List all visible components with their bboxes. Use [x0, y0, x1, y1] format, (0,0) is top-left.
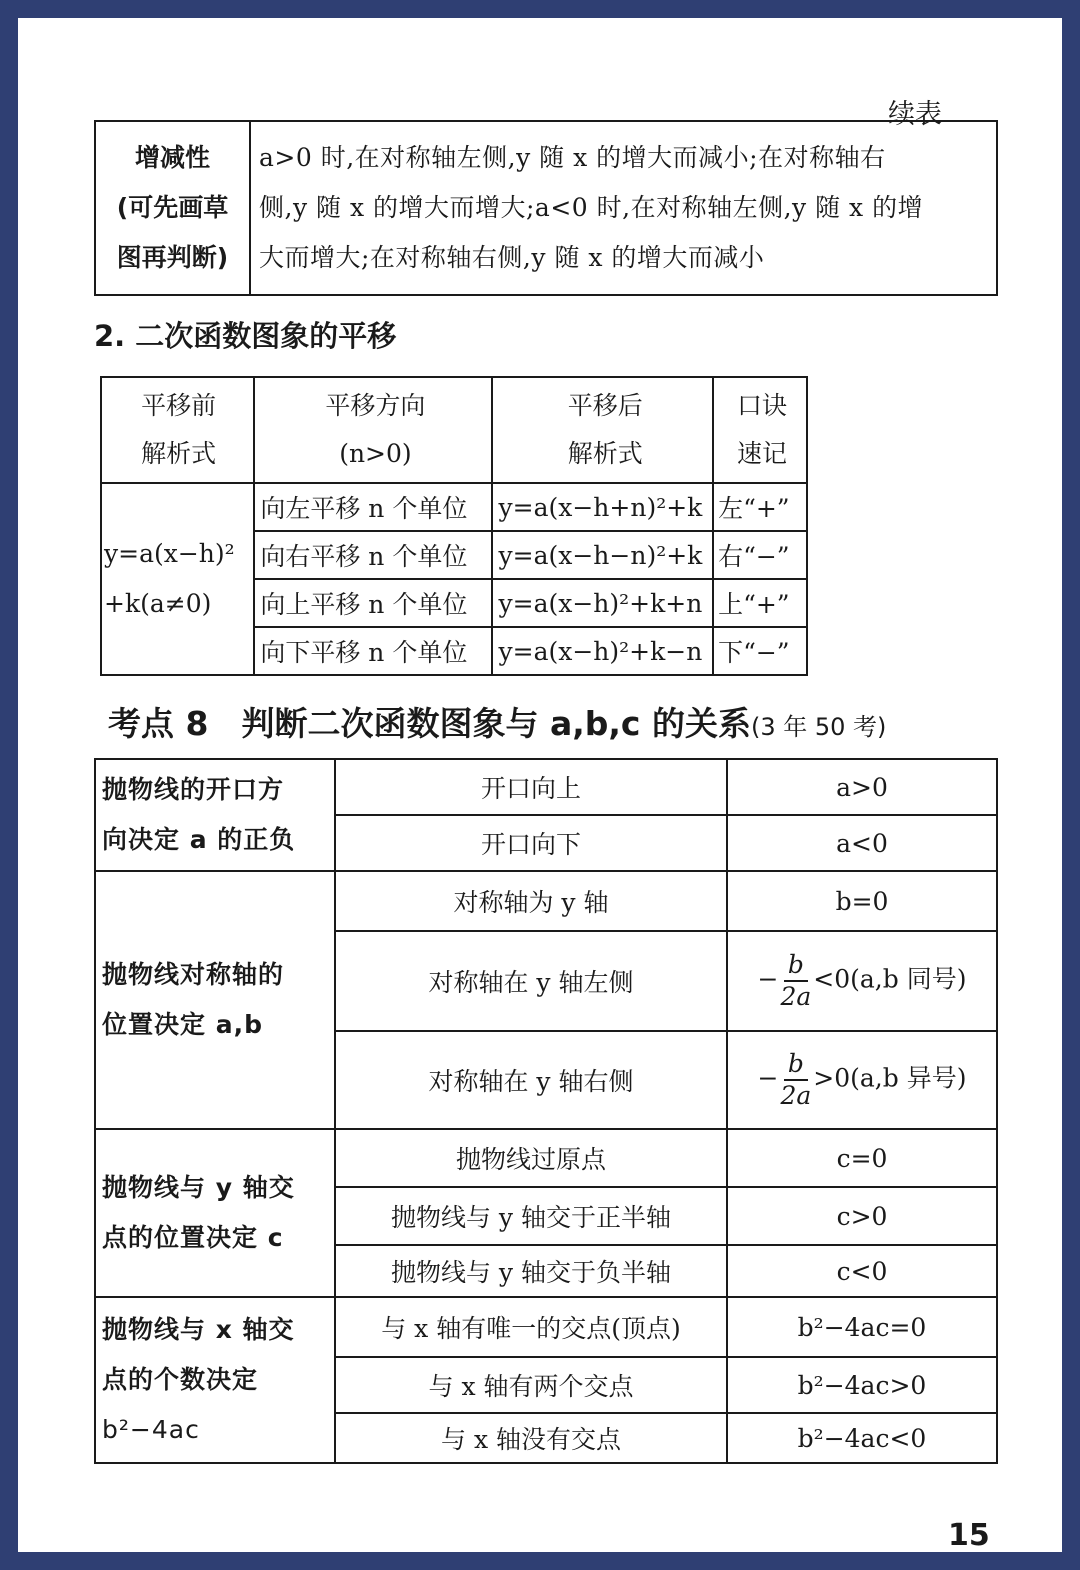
continued-label: 续表	[888, 99, 942, 130]
label-line: 位置决定 a,b	[102, 1010, 263, 1039]
header-line: 速记	[737, 439, 788, 468]
monotonicity-label	[95, 121, 250, 295]
fraction-numerator: b	[784, 1049, 808, 1081]
fraction-denominator: 2a	[780, 982, 812, 1011]
value-cell: b²−4ac=0	[727, 1297, 997, 1357]
formula-line: +k(a≠0)	[104, 589, 212, 618]
label-line: 抛物线与 x 轴交	[102, 1315, 295, 1344]
text-line: 大而增大;在对称轴右侧,y 随 x 的增大而减小	[259, 243, 765, 272]
label-line: 抛物线与 y 轴交	[102, 1173, 295, 1202]
header-line: 平移方向	[325, 391, 426, 420]
monotonicity-text	[250, 121, 997, 295]
minus-sign: −	[757, 964, 779, 994]
value-cell: b²−4ac>0	[727, 1357, 997, 1413]
monotonicity-table	[94, 120, 998, 296]
direction-cell: 向左平移 n 个单位	[254, 483, 491, 531]
value-cell: b²−4ac<0	[727, 1413, 997, 1463]
page-number: 15	[948, 1518, 990, 1553]
value-cell: c>0	[727, 1187, 997, 1245]
label-line: (可先画草	[116, 193, 229, 222]
direction-cell: 向右平移 n 个单位	[254, 531, 491, 579]
original-formula	[101, 483, 254, 675]
kaodian-subtitle: (3 年 50 考)	[750, 713, 887, 741]
value-cell	[727, 931, 997, 1031]
condition-cell: 与 x 轴有两个交点	[335, 1357, 727, 1413]
label-line: 抛物线对称轴的	[102, 960, 285, 989]
condition-cell: 与 x 轴没有交点	[335, 1413, 727, 1463]
condition-cell: 对称轴在 y 轴左侧	[335, 931, 727, 1031]
fraction	[780, 950, 811, 1012]
group-label	[95, 1129, 335, 1297]
group-label	[95, 759, 335, 871]
condition-cell: 对称轴为 y 轴	[335, 871, 727, 931]
mnemonic-cell: 下“−”	[713, 627, 807, 675]
label-line: 图再判断)	[116, 243, 229, 272]
condition-cell: 与 x 轴有唯一的交点(顶点)	[335, 1297, 727, 1357]
mnemonic-cell: 右“−”	[713, 531, 807, 579]
label-line: 增减性	[134, 143, 210, 172]
value-cell: a>0	[727, 759, 997, 815]
value-cell: a<0	[727, 815, 997, 871]
value-text: <0(a,b 同号)	[813, 964, 967, 994]
mnemonic-cell: 左“+”	[713, 483, 807, 531]
mnemonic-cell: 上“+”	[713, 579, 807, 627]
header-line: 口诀	[737, 391, 788, 420]
label-line: 点的位置决定 c	[102, 1223, 284, 1252]
text-line: a>0 时,在对称轴左侧,y 随 x 的增大而减小;在对称轴右	[259, 143, 886, 172]
condition-cell: 抛物线过原点	[335, 1129, 727, 1187]
group-label	[95, 871, 335, 1129]
page	[18, 18, 1062, 1552]
header-before	[101, 377, 254, 483]
text-line: 侧,y 随 x 的增大而增大;a<0 时,在对称轴左侧,y 随 x 的增	[259, 193, 924, 222]
minus-sign: −	[757, 1063, 779, 1093]
abc-relation-table	[94, 758, 998, 1464]
fraction-denominator: 2a	[780, 1081, 812, 1110]
value-cell: b=0	[727, 871, 997, 931]
header-line: 平移前	[141, 391, 217, 420]
condition-cell: 开口向上	[335, 759, 727, 815]
result-cell: y=a(x−h−n)²+k	[492, 531, 714, 579]
header-mnemonic	[713, 377, 807, 483]
value-cell: c<0	[727, 1245, 997, 1297]
value-cell	[727, 1031, 997, 1129]
label-line: 向决定 a 的正负	[102, 825, 296, 854]
label-line: b²−4ac	[102, 1415, 200, 1444]
header-line: (n>0)	[339, 439, 412, 468]
direction-cell: 向下平移 n 个单位	[254, 627, 491, 675]
section-title: 2. 二次函数图象的平移	[94, 319, 397, 353]
condition-cell: 抛物线与 y 轴交于正半轴	[335, 1187, 727, 1245]
value-cell: c=0	[727, 1129, 997, 1187]
kaodian-title	[108, 698, 886, 745]
header-line: 解析式	[141, 439, 217, 468]
kaodian-title-text: 考点 8 判断二次函数图象与 a,b,c 的关系	[108, 704, 751, 743]
formula-line: y=a(x−h)²	[104, 539, 235, 568]
condition-cell: 抛物线与 y 轴交于负半轴	[335, 1245, 727, 1297]
result-cell: y=a(x−h)²+k+n	[492, 579, 714, 627]
result-cell: y=a(x−h)²+k−n	[492, 627, 714, 675]
label-line: 点的个数决定	[102, 1365, 259, 1394]
translation-table	[100, 376, 808, 676]
condition-cell: 对称轴在 y 轴右侧	[335, 1031, 727, 1129]
condition-cell: 开口向下	[335, 815, 727, 871]
group-label	[95, 1297, 335, 1463]
value-text: >0(a,b 异号)	[813, 1063, 967, 1093]
fraction	[780, 1049, 811, 1111]
header-line: 解析式	[567, 439, 643, 468]
header-direction	[254, 377, 491, 483]
label-line: 抛物线的开口方	[102, 775, 285, 804]
header-line: 平移后	[567, 391, 643, 420]
header-after	[492, 377, 714, 483]
result-cell: y=a(x−h+n)²+k	[492, 483, 714, 531]
direction-cell: 向上平移 n 个单位	[254, 579, 491, 627]
fraction-numerator: b	[784, 950, 808, 982]
